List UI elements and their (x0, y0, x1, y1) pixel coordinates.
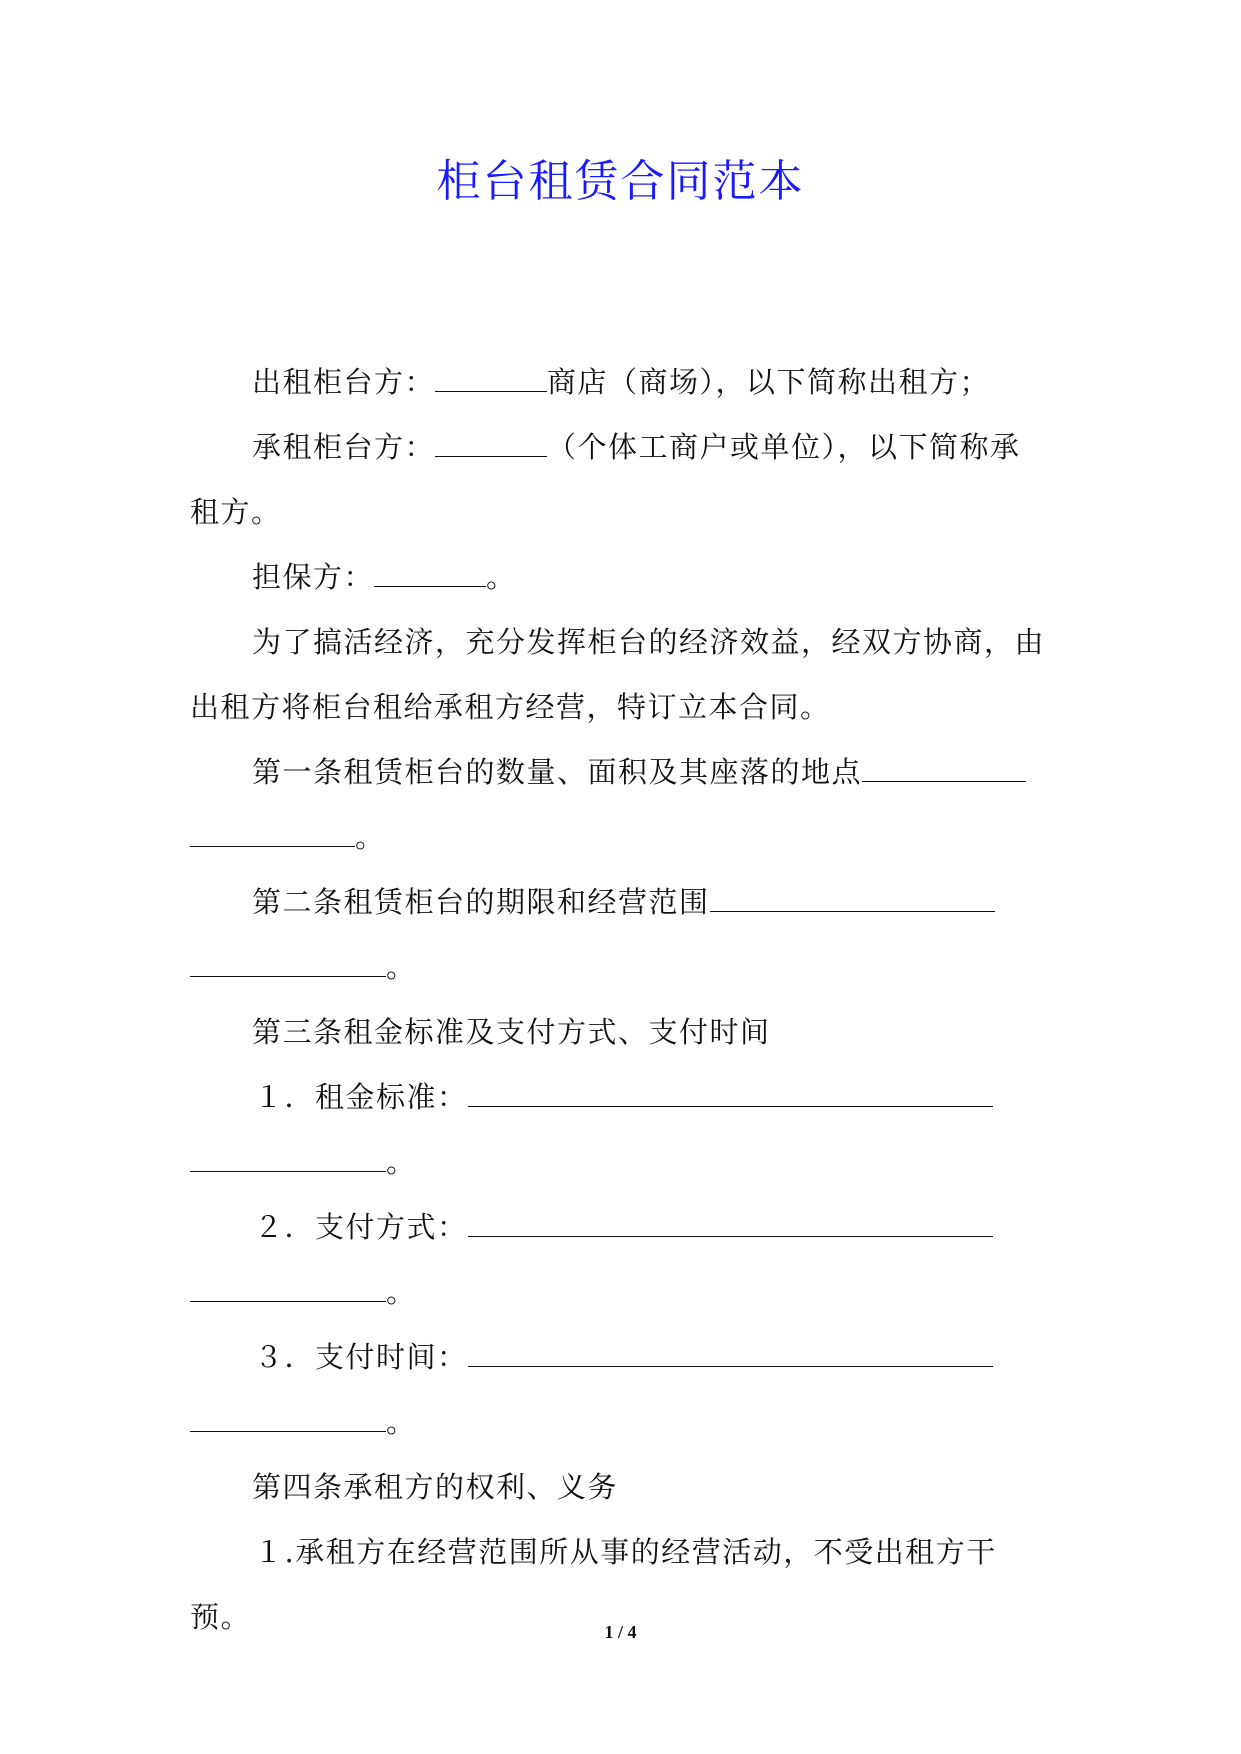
article-4-item-1: １.承租方在经营范围所从事的经营活动，不受出租方干预。 (190, 1535, 997, 1634)
item-1-cont (190, 1130, 1052, 1195)
page-indicator: 1 / 4 (604, 1622, 637, 1642)
item-3-end: 。 (386, 1405, 417, 1439)
lessee-line-cont: 租方。 (190, 495, 282, 529)
article-2-end: 。 (386, 950, 417, 984)
item-1-blank (468, 1080, 993, 1107)
article-3-item-2 (190, 1195, 1052, 1260)
item-3-text: ３．支付时间： (254, 1340, 468, 1374)
article-1-blank (862, 755, 1026, 782)
article-3: 第三条租金标准及支付方式、支付时间 (252, 1015, 771, 1049)
article-2-cont (190, 935, 1052, 1000)
item-3-cont (190, 1390, 1052, 1455)
preamble-line-2: 出租方将柜台租给承租方经营，特订立本合同。 (190, 690, 831, 724)
item-1-end: 。 (386, 1145, 417, 1179)
item-2-cont (190, 1260, 1052, 1325)
item-1-text: １．租金标准： (254, 1080, 468, 1114)
item-2-blank-2 (190, 1275, 386, 1302)
article-1-cont (190, 805, 1052, 870)
item-3-blank (468, 1340, 993, 1367)
lessor-blank (435, 365, 547, 392)
article-4: 第四条承租方的权利、义务 (252, 1470, 619, 1504)
guarantor-label: 担保方： (252, 560, 375, 594)
article-3-item-1 (190, 1065, 1052, 1130)
guarantor-line (190, 545, 1052, 610)
lessor-line (190, 350, 1052, 415)
item-2-text: ２．支付方式： (254, 1210, 468, 1244)
article-2 (190, 870, 1052, 935)
article-2-blank-2 (190, 950, 386, 977)
item-3-blank-2 (190, 1405, 386, 1432)
article-1 (190, 740, 1052, 805)
article-1-text: 第一条租赁柜台的数量、面积及其座落的地点 (252, 755, 863, 789)
article-3-item-3 (190, 1325, 1052, 1390)
document-title: 柜台租赁合同范本 (436, 156, 805, 207)
lessee-line (190, 415, 1052, 480)
article-2-blank (710, 885, 995, 912)
lessor-label: 出租柜台方： (252, 365, 436, 399)
item-2-blank (468, 1210, 993, 1237)
lessee-blank (435, 430, 547, 457)
guarantor-blank (374, 560, 486, 587)
contract-body (190, 350, 1052, 1650)
lessee-label: 承租柜台方： (252, 430, 436, 464)
item-2-end: 。 (386, 1275, 417, 1309)
item-1-blank-2 (190, 1145, 386, 1172)
article-1-blank-2 (190, 820, 355, 847)
lessor-suffix: 商店（商场），以下简称出租方； (547, 365, 991, 399)
lessee-suffix: （个体工商户或单位），以下简称承 (547, 430, 1021, 464)
preamble-line-1: 为了搞活经济，充分发挥柜台的经济效益，经双方协商，由 (252, 625, 1046, 659)
article-1-end: 。 (355, 820, 386, 854)
article-2-text: 第二条租赁柜台的期限和经营范围 (252, 885, 710, 919)
guarantor-suffix: 。 (486, 560, 517, 594)
